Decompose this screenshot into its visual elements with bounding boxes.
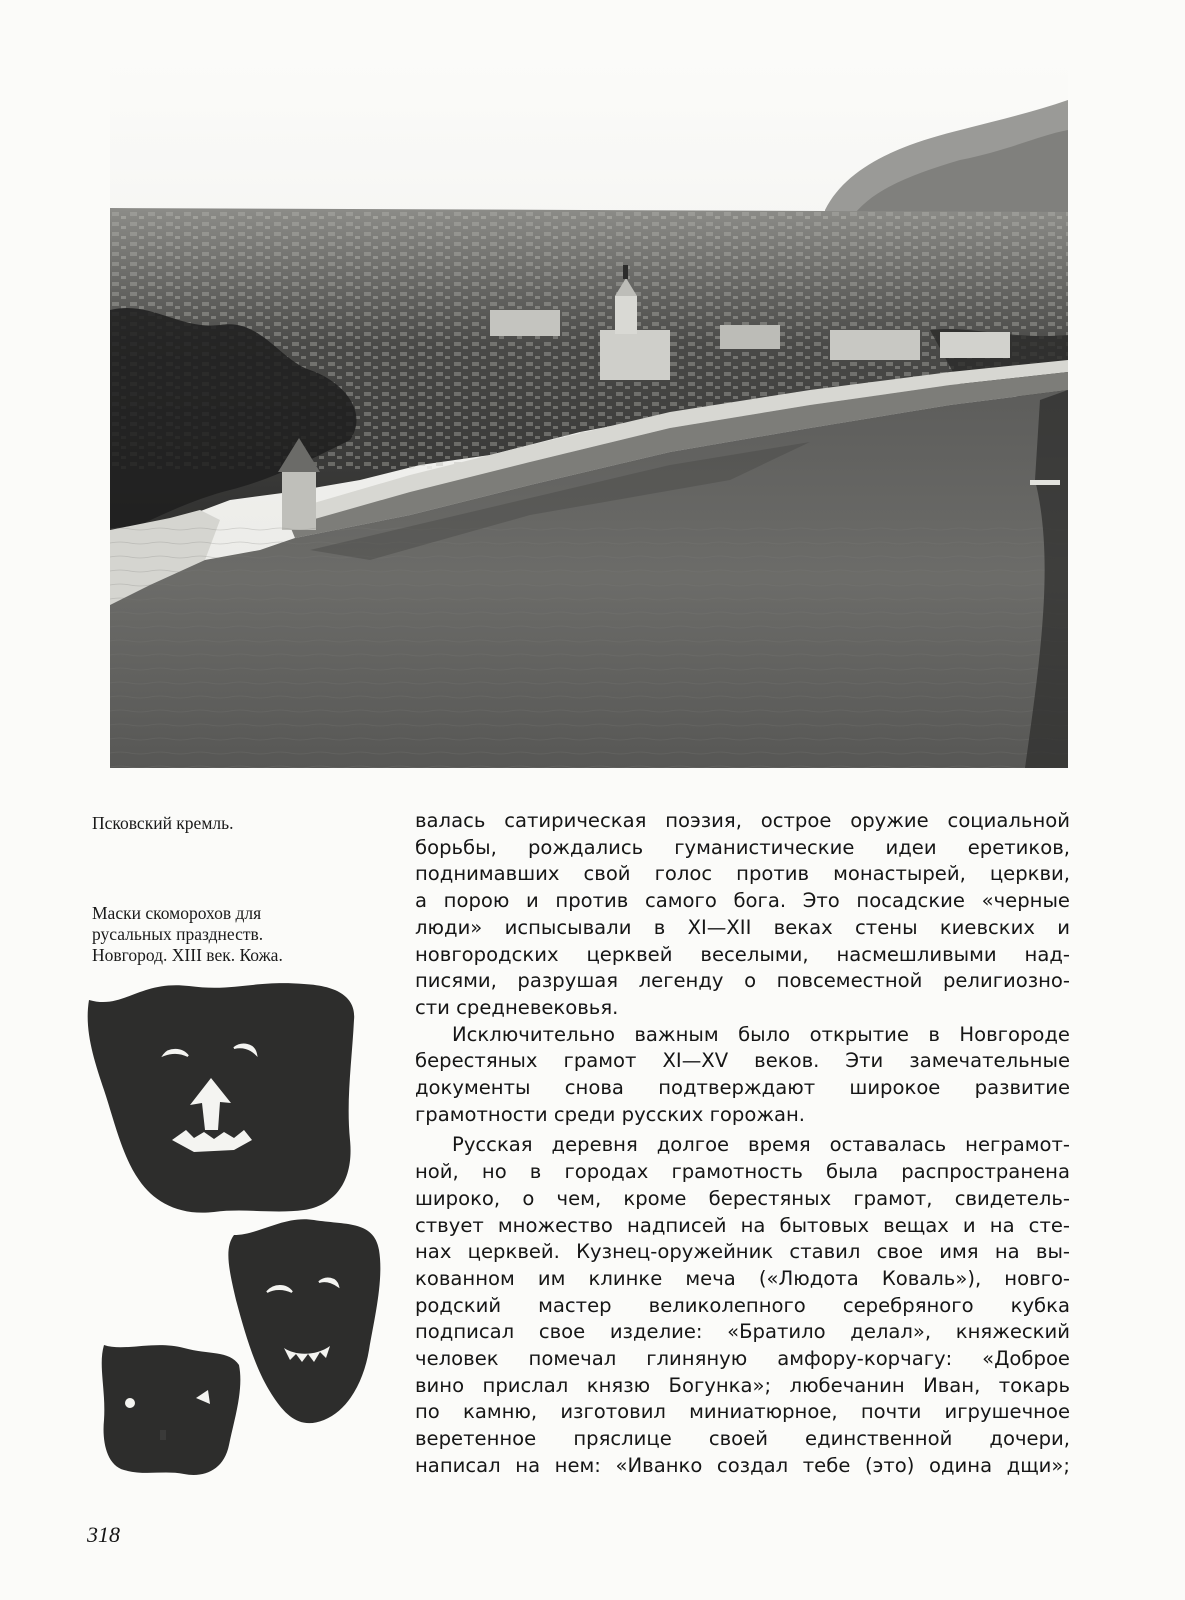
body-text [415,808,1070,1480]
text-line: подписал свое изделие: «Братило делал», княжеский [415,1320,1070,1344]
photo-caption: Псковский кремль. [92,813,234,833]
text-line: широко, о чем, кроме берестяных грамот, свидетель- [415,1186,1070,1210]
text-line: писями, разрушая легенду о повсеместной религиозно- [415,969,1070,993]
text-line: человек помечал глиняную амфору-корчагу: «Доброе [415,1347,1070,1371]
text-line: ной, но в городах грамотность была распространена [415,1160,1070,1184]
text-line: веретенное пряслице своей единственной дочери, [415,1427,1070,1451]
masks-caption-line: Маски скоморохов для [92,903,262,923]
text-line: по камню, изготовил миниатюрное, почти игрушечное [415,1400,1070,1424]
masks-caption-line: Новгород. XIII век. Кожа. [92,945,283,965]
text-line: берестяных грамот XI—XV веков. Эти замечательные [415,1049,1070,1073]
masks-caption-line: русальных празднеств. [92,924,264,944]
text-line: а порою и против самого бога. Это посадские «черные [415,889,1070,913]
text-line: поднимавших свой голос против монастырей, церкви, [415,862,1070,886]
text-line: люди» испысывали в XI—XII веках стены киевских и [415,915,1070,939]
paragraph-start: Исключительно важным было открытие в Новгороде [452,1022,1070,1046]
page-number: 318 [87,1522,120,1547]
paragraph-start: Русская деревня долгое время оставалась неграмот- [452,1133,1070,1157]
small-mask [102,1345,241,1475]
text-line: кованном им клинке меча («Людота Коваль»), новго- [415,1266,1070,1290]
large-mask [88,983,355,1213]
text-line: вино прислал князю Богунка»; любечанин Иван, токарь [415,1373,1070,1397]
pskov-kremlin-photo [110,60,1068,768]
skomorokh-masks-illustration [84,980,389,1480]
text-line: борьбы, рождались гуманистические идеи еретиков, [415,835,1070,859]
text-line: грамотности среди русских горожан. [415,1102,806,1126]
text-line: новгородских церквей веселыми, насмешливыми над- [415,942,1070,966]
text-line: родский мастер великолепного серебряного кубка [415,1293,1070,1317]
text-line: написал на нем: «Иванко создал тебе (это) одина дщи»; [415,1453,1070,1477]
text-line: документы снова подтверждают широкое развитие [415,1076,1070,1100]
text-line: валась сатирическая поэзия, острое оружие социальной [415,809,1070,832]
text-line: нах церквей. Кузнец-оружейник ставил свое имя на вы- [415,1240,1070,1264]
text-line: сти средневековья. [415,995,619,1019]
text-line: ствует множество надписей на бытовых вещах и на сте- [415,1213,1070,1237]
medium-mask [228,1219,380,1423]
masks-caption [92,903,382,966]
